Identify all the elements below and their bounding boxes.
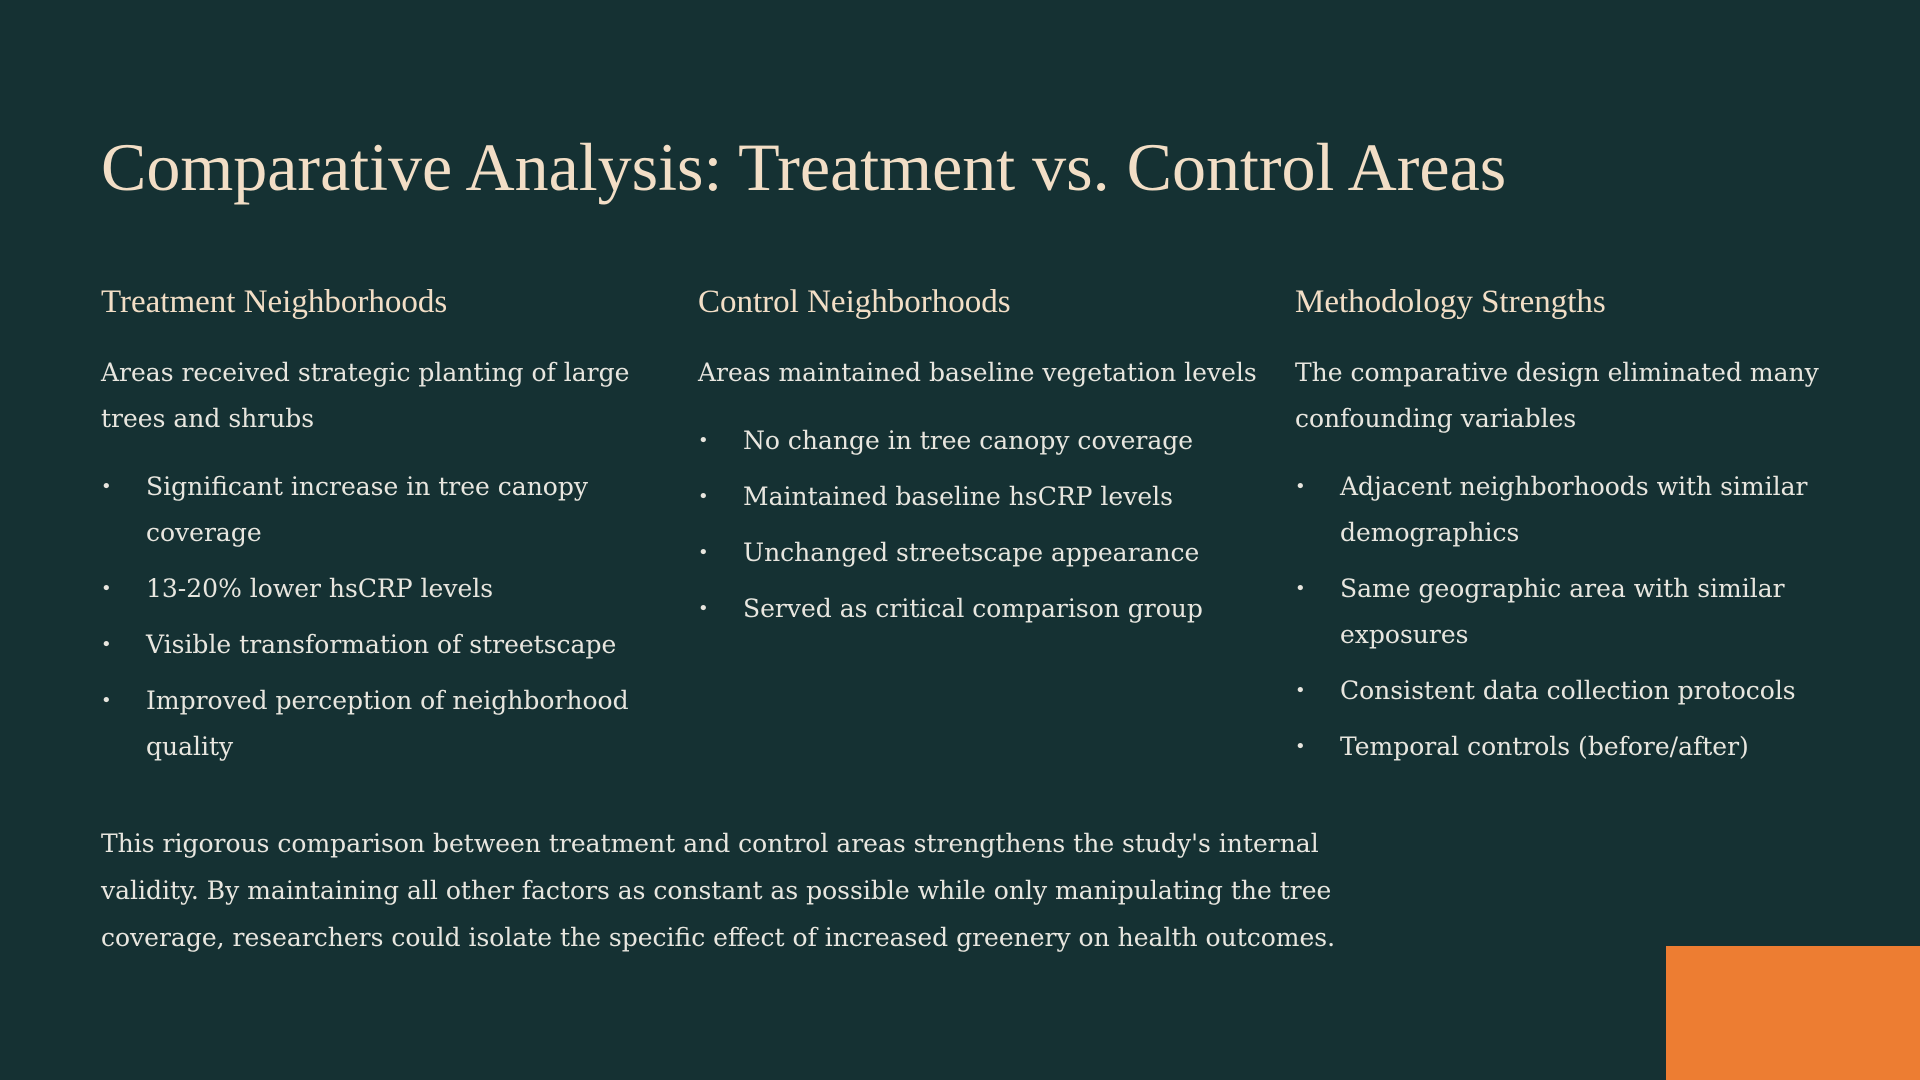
bullet-dot-icon: • xyxy=(1295,578,1306,599)
bullet-item xyxy=(101,566,661,612)
bullet-list xyxy=(1295,464,1855,770)
bullet-item xyxy=(698,586,1258,632)
columns xyxy=(101,280,1861,800)
bullet-item xyxy=(101,678,661,770)
bullet-text: Improved perception of neighborhood quality xyxy=(146,686,629,761)
bullet-dot-icon: • xyxy=(101,690,112,711)
bullet-item xyxy=(698,530,1258,576)
bullet-text: Consistent data collection protocols xyxy=(1340,676,1796,705)
column-heading: Methodology Strengths xyxy=(1295,284,1606,320)
bullet-list xyxy=(101,464,661,770)
bullet-item xyxy=(1295,724,1855,770)
column-heading: Control Neighborhoods xyxy=(698,284,1011,320)
bullet-dot-icon: • xyxy=(698,486,709,507)
bullet-dot-icon: • xyxy=(101,476,112,497)
bullet-text: Unchanged streetscape appearance xyxy=(743,538,1200,567)
bullet-item xyxy=(101,622,661,668)
slide-title: Comparative Analysis: Treatment vs. Control Areas xyxy=(101,129,1507,205)
bullet-dot-icon: • xyxy=(1295,476,1306,497)
bullet-text: Significant increase in tree canopy coverage xyxy=(146,472,588,547)
summary-paragraph: This rigorous comparison between treatment and control areas strengthens the study's internal validity. By maintaining all other factors as constant as possible while only manipulating the tree coverage, researchers could isolate the specific effect of increased greenery on health outcomes. xyxy=(101,829,1336,952)
column-intro: Areas received strategic planting of large trees and shrubs xyxy=(101,358,630,433)
bullet-dot-icon: • xyxy=(101,578,112,599)
bullet-dot-icon: • xyxy=(1295,680,1306,701)
bullet-dot-icon: • xyxy=(1295,736,1306,757)
bullet-text: No change in tree canopy coverage xyxy=(743,426,1194,455)
bullet-dot-icon: • xyxy=(698,598,709,619)
column-treatment xyxy=(101,280,661,780)
column-intro: Areas maintained baseline vegetation levels xyxy=(698,358,1257,387)
bullet-item xyxy=(1295,668,1855,714)
bullet-text: 13-20% lower hsCRP levels xyxy=(146,574,494,603)
bullet-item xyxy=(1295,464,1855,556)
bullet-item xyxy=(101,464,661,556)
bullet-dot-icon: • xyxy=(101,634,112,655)
bullet-text: Visible transformation of streetscape xyxy=(146,630,617,659)
column-intro: The comparative design eliminated many confounding variables xyxy=(1295,358,1819,433)
bullet-text: Same geographic area with similar exposures xyxy=(1340,574,1785,649)
column-heading: Treatment Neighborhoods xyxy=(101,284,448,320)
bullet-text: Served as critical comparison group xyxy=(743,594,1203,623)
column-methodology xyxy=(1295,280,1855,780)
bullet-item xyxy=(698,474,1258,520)
bullet-item xyxy=(698,418,1258,464)
bullet-item xyxy=(1295,566,1855,658)
bullet-text: Maintained baseline hsCRP levels xyxy=(743,482,1173,511)
bullet-dot-icon: • xyxy=(698,430,709,451)
column-control xyxy=(698,280,1258,642)
bullet-dot-icon: • xyxy=(698,542,709,563)
bullet-text: Temporal controls (before/after) xyxy=(1340,732,1749,761)
accent-block xyxy=(1666,946,1920,1080)
bullet-list xyxy=(698,418,1258,632)
bullet-text: Adjacent neighborhoods with similar demographics xyxy=(1340,472,1808,547)
